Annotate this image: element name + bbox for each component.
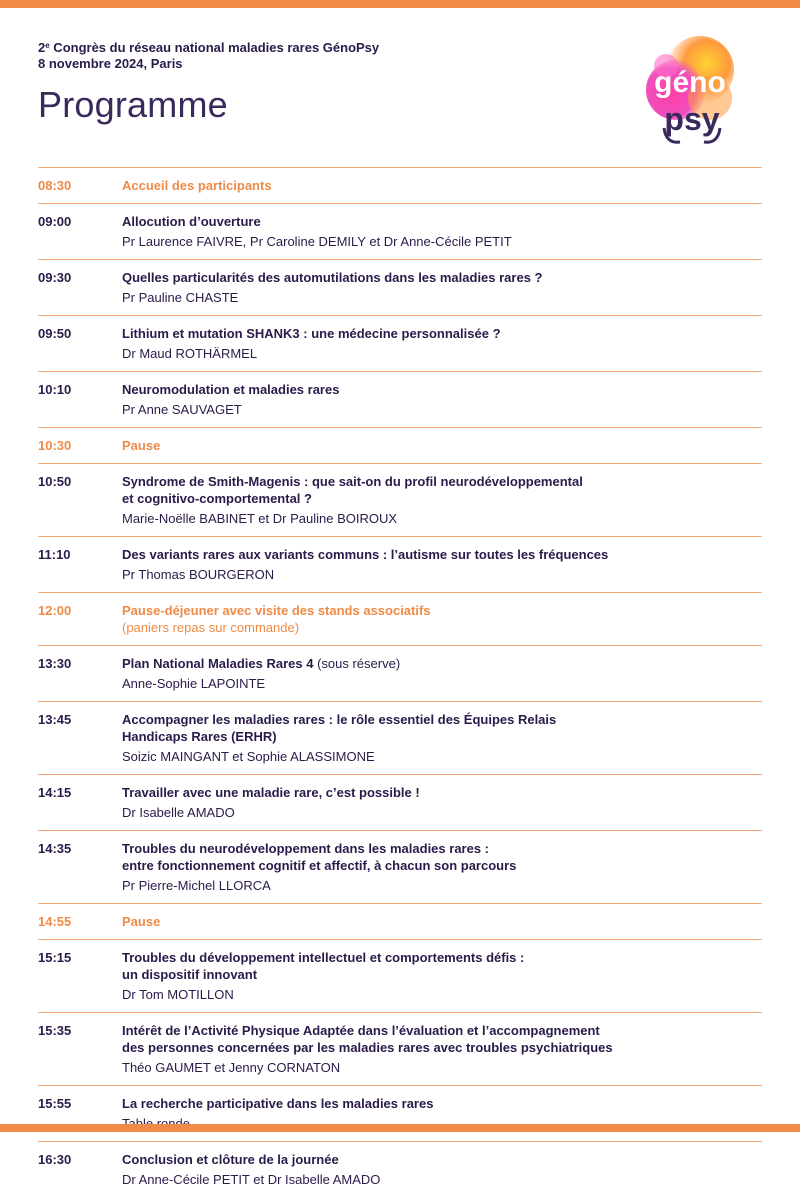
session-title-text: Troubles du neurodéveloppement dans les maladies rares : (122, 841, 490, 856)
session-content (122, 784, 762, 821)
event-name: 2e Congrès du réseau national maladies rares GénoPsy (38, 40, 380, 55)
session-time: 15:35 (38, 1023, 72, 1038)
programme-row (38, 1085, 762, 1141)
session-time: 16:30 (38, 1152, 72, 1167)
session-speakers: Marie-Noëlle BABINET et Dr Pauline BOIROUX (122, 511, 398, 526)
programme-row (38, 259, 762, 315)
programme-row (38, 371, 762, 427)
session-title (122, 546, 762, 563)
page-title: Programme (38, 84, 228, 125)
programme-row (38, 645, 762, 701)
session-title-line2: un dispositif innovant (122, 967, 258, 982)
programme-row (38, 463, 762, 536)
session-time: 10:30 (38, 438, 72, 453)
session-speakers: Pr Anne SAUVAGET (122, 402, 242, 417)
session-content (122, 269, 762, 306)
session-speakers: Dr Tom MOTILLON (122, 987, 234, 1002)
bottom-accent-bar (0, 1124, 800, 1132)
session-title-text: Intérêt de l’Activité Physique Adaptée dans l’évaluation et l’accompagnement (122, 1023, 600, 1038)
session-title-text: Travailler avec une maladie rare, c’est possible ! (122, 785, 420, 800)
programme-row (38, 774, 762, 830)
session-content (122, 1151, 762, 1188)
session-time: 10:50 (38, 474, 72, 489)
session-content (122, 177, 762, 194)
session-speakers: Dr Maud ROTHÄRMEL (122, 346, 258, 361)
session-title (122, 381, 762, 398)
session-title-text: Pause-déjeuner avec visite des stands associatifs (122, 603, 431, 618)
session-title-text: Conclusion et clôture de la journée (122, 1152, 339, 1167)
session-time: 15:55 (38, 1096, 72, 1111)
session-title-text: La recherche participative dans les maladies rares (122, 1096, 434, 1111)
programme-row (38, 830, 762, 903)
session-title (122, 949, 762, 966)
session-title (122, 325, 762, 342)
session-title-text: Troubles du développement intellectuel et comportements défis : (122, 950, 525, 965)
session-content (122, 655, 762, 692)
session-title-text: Accueil des participants (122, 178, 272, 193)
session-title-line2: des personnes concernées par les maladies rares avec troubles psychiatriques (122, 1040, 613, 1055)
session-title-text: Plan National Maladies Rares 4 (122, 656, 314, 671)
session-content (122, 213, 762, 250)
session-title (122, 913, 762, 930)
programme-row (38, 592, 762, 645)
session-content (122, 840, 762, 894)
programme-row (38, 315, 762, 371)
session-speakers: Pr Pauline CHASTE (122, 290, 239, 305)
session-speakers: Dr Anne-Cécile PETIT et Dr Isabelle AMADO (122, 1172, 381, 1187)
session-time: 13:45 (38, 712, 72, 727)
session-time: 10:10 (38, 382, 72, 397)
session-time: 11:10 (38, 547, 71, 562)
page-header (38, 40, 379, 126)
session-speakers: Pr Pierre-Michel LLORCA (122, 878, 271, 893)
session-title-text: Pause (122, 438, 161, 453)
session-title (122, 602, 762, 619)
session-title (122, 437, 762, 454)
session-content (122, 437, 762, 454)
session-content (122, 325, 762, 362)
session-time: 14:35 (38, 841, 72, 856)
programme-row (38, 203, 762, 259)
session-content (122, 546, 762, 583)
session-time: 15:15 (38, 950, 72, 965)
logo-text-line2: psy (664, 101, 720, 137)
session-speakers: Dr Isabelle AMADO (122, 805, 235, 820)
session-content (122, 913, 762, 930)
programme-row (38, 427, 762, 463)
top-accent-bar (0, 0, 800, 8)
programme-row (38, 701, 762, 774)
programme-row (38, 167, 762, 203)
programme-row (38, 903, 762, 939)
session-speakers: (paniers repas sur commande) (122, 620, 300, 635)
session-note: (sous réserve) (313, 656, 401, 671)
session-content (122, 1022, 762, 1076)
session-speakers: Anne-Sophie LAPOINTE (122, 676, 266, 691)
event-date: 8 novembre 2024, Paris (38, 56, 183, 71)
session-time: 09:00 (38, 214, 72, 229)
session-time: 12:00 (38, 603, 72, 618)
genopsy-logo (640, 32, 740, 150)
session-content (122, 473, 762, 527)
session-time: 13:30 (38, 656, 72, 671)
session-title (122, 840, 762, 857)
session-title (122, 269, 762, 286)
session-title-text: Pause (122, 914, 161, 929)
session-title (122, 1022, 762, 1039)
session-title-line2: entre fonctionnement cognitif et affectif, à chacun son parcours (122, 858, 517, 873)
session-title-text: Neuromodulation et maladies rares (122, 382, 340, 397)
logo-text-line1: géno (654, 66, 726, 99)
session-title-text: Accompagner les maladies rares : le rôle essentiel des Équipes Relais (122, 712, 557, 727)
session-title (122, 177, 762, 194)
programme-row (38, 1141, 762, 1197)
session-title-line2: et cognitivo-comportemental ? (122, 491, 312, 506)
session-speakers: Pr Thomas BOURGERON (122, 567, 275, 582)
session-time: 09:50 (38, 326, 72, 341)
session-time: 09:30 (38, 270, 72, 285)
session-content (122, 381, 762, 418)
session-title (122, 711, 762, 728)
session-speakers: Théo GAUMET et Jenny CORNATON (122, 1060, 341, 1075)
programme-schedule (38, 167, 762, 1197)
session-content (122, 949, 762, 1003)
session-title-text: Quelles particularités des automutilations dans les maladies rares ? (122, 270, 543, 285)
programme-row (38, 1012, 762, 1085)
session-title-text: Allocution d’ouverture (122, 214, 261, 229)
programme-row (38, 536, 762, 592)
session-time: 14:15 (38, 785, 72, 800)
session-content (122, 602, 762, 636)
session-title-text: Des variants rares aux variants communs : l’autisme sur toutes les fréquences (122, 547, 609, 562)
session-title (122, 784, 762, 801)
programme-row (38, 939, 762, 1012)
session-title-text: Lithium et mutation SHANK3 : une médecine personnalisée ? (122, 326, 501, 341)
session-title (122, 473, 762, 490)
session-title (122, 655, 762, 672)
session-title-text: Syndrome de Smith-Magenis : que sait-on du profil neurodéveloppemental (122, 474, 583, 489)
session-title-line2: Handicaps Rares (ERHR) (122, 729, 277, 744)
session-time: 08:30 (38, 178, 72, 193)
session-time: 14:55 (38, 914, 72, 929)
session-speakers: Soizic MAINGANT et Sophie ALASSIMONE (122, 749, 375, 764)
session-title (122, 1151, 762, 1168)
session-speakers: Pr Laurence FAIVRE, Pr Caroline DEMILY et Dr Anne-Cécile PETIT (122, 234, 512, 249)
session-content (122, 711, 762, 765)
session-title (122, 1095, 762, 1112)
session-title (122, 213, 762, 230)
